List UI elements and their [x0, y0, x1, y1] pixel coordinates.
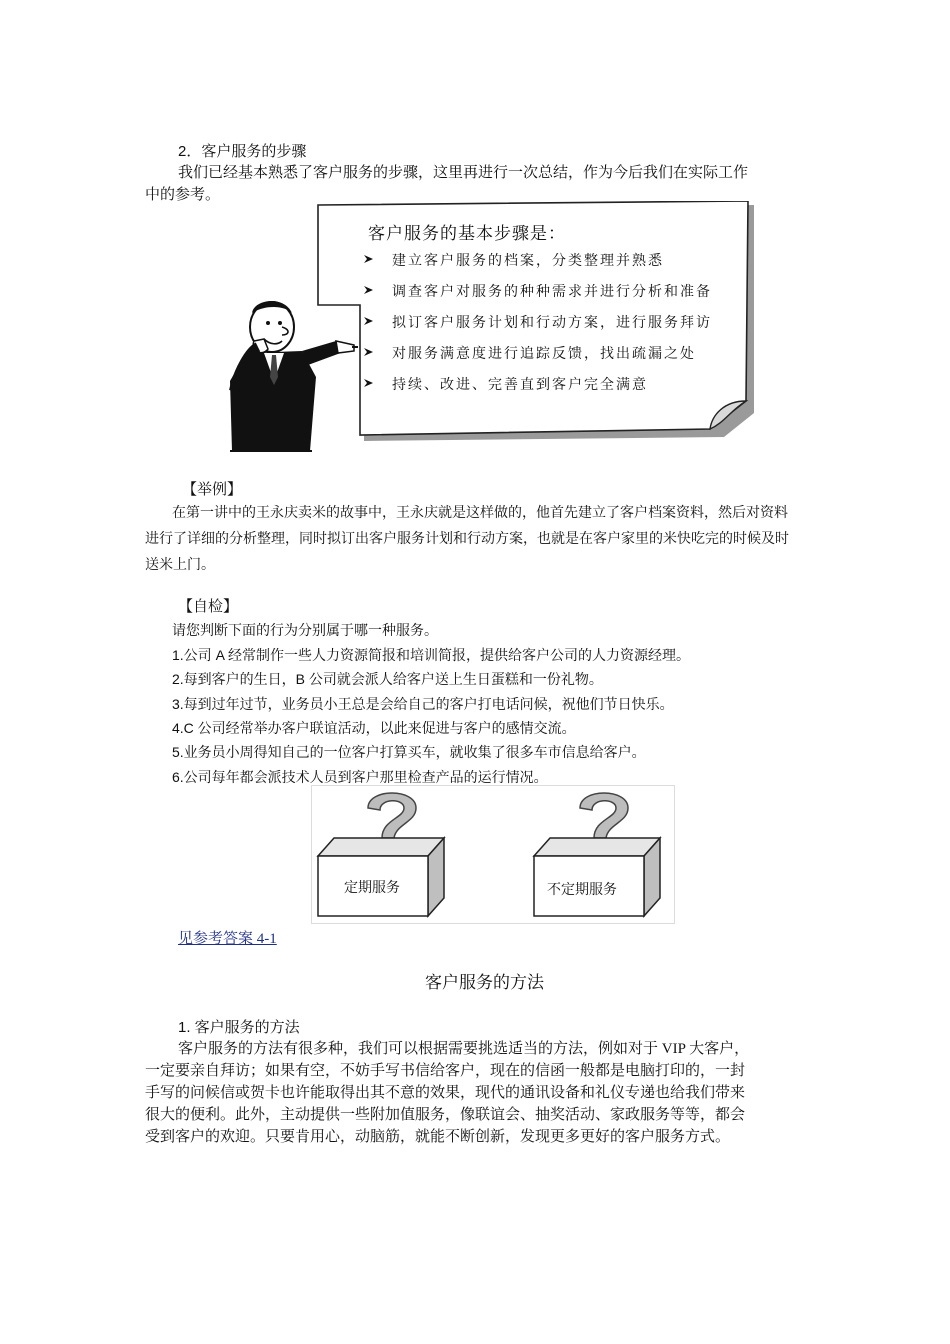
selfcheck-heading: 【自检】: [178, 598, 239, 615]
example-line: 在第一讲中的王永庆卖米的故事中，王永庆就是这样做的，他首先建立了客户档案资料，然后对资料: [172, 504, 788, 520]
selfcheck-item: 1.公司 A 经常制作一些人力资源简报和培训简报，提供给客户公司的人力资源经理。: [172, 647, 691, 663]
subsection-heading: 1. 客户服务的方法: [178, 1019, 300, 1036]
selfcheck-item: 5.业务员小周得知自己的一位客户打算买车，就收集了很多车市信息给客户。: [172, 744, 646, 760]
section-heading: 2．客户服务的步骤: [178, 143, 307, 160]
figure-step: 建立客户服务的档案，分类整理并熟悉: [392, 253, 664, 269]
selfcheck-item: 2.每到客户的生日，B 公司就会派人给客户送上生日蛋糕和一份礼物。: [172, 671, 603, 687]
methods-line: 手写的问候信或贺卡也许能取得出其不意的效果，现代的通讯设备和礼仪专递也给我们带来: [145, 1085, 746, 1101]
selfcheck-item: 4.C 公司经常举办客户联谊活动，以此来促进与客户的感情交流。: [172, 720, 576, 736]
answer-link[interactable]: 见参考答案 4-1: [178, 931, 277, 947]
box-label-regular: 定期服务: [344, 879, 400, 895]
methods-line: 受到客户的欢迎。只要肯用心，动脑筋，就能不断创新，发现更多更好的客户服务方式。: [145, 1129, 731, 1145]
intro-line: 中的参考。: [145, 187, 221, 203]
selfcheck-item: 6.公司每年都会派技术人员到客户那里检查产品的运行情况。: [172, 769, 548, 785]
figure-step: 拟订客户服务计划和行动方案，进行服务拜访: [392, 315, 712, 331]
service-type-illustration-svg: [312, 786, 674, 923]
steps-illustration: [224, 201, 760, 454]
example-heading: 【举例】: [182, 481, 243, 498]
methods-line: 很大的便利。此外，主动提供一些附加值服务，像联谊会、抽奖活动、家政服务等等，都会: [145, 1107, 746, 1123]
methods-line: 一定要亲自拜访；如果有空，不妨手写书信给客户，现在的信函一般都是电脑打印的，一封: [145, 1063, 746, 1079]
section-title: 客户服务的方法: [425, 973, 544, 992]
intro-line: 我们已经基本熟悉了客户服务的步骤，这里再进行一次总结，作为今后我们在实际工作: [178, 165, 749, 181]
figure-note-title: 客户服务的基本步骤是：: [368, 224, 566, 244]
figure-step: 调查客户对服务的种种需求并进行分析和准备: [392, 284, 712, 300]
example-line: 送米上门。: [145, 556, 215, 572]
box-label-irregular: 不定期服务: [547, 881, 617, 897]
figure-step: 对服务满意度进行追踪反馈，找出疏漏之处: [392, 346, 696, 362]
methods-line: 客户服务的方法有很多种，我们可以根据需要挑选适当的方法，例如对于 VIP 大客户，: [178, 1041, 750, 1057]
selfcheck-prompt: 请您判断下面的行为分别属于哪一种服务。: [172, 622, 438, 638]
service-type-illustration: [311, 785, 675, 924]
example-line: 进行了详细的分析整理，同时拟订出客户服务计划和行动方案，也就是在客户家里的米快吃完的时候及时: [145, 530, 789, 546]
figure-step: 持续、改进、完善直到客户完全满意: [392, 377, 648, 393]
selfcheck-item: 3.每到过年过节，业务员小王总是会给自己的客户打电话问候，祝他们节日快乐。: [172, 696, 674, 712]
